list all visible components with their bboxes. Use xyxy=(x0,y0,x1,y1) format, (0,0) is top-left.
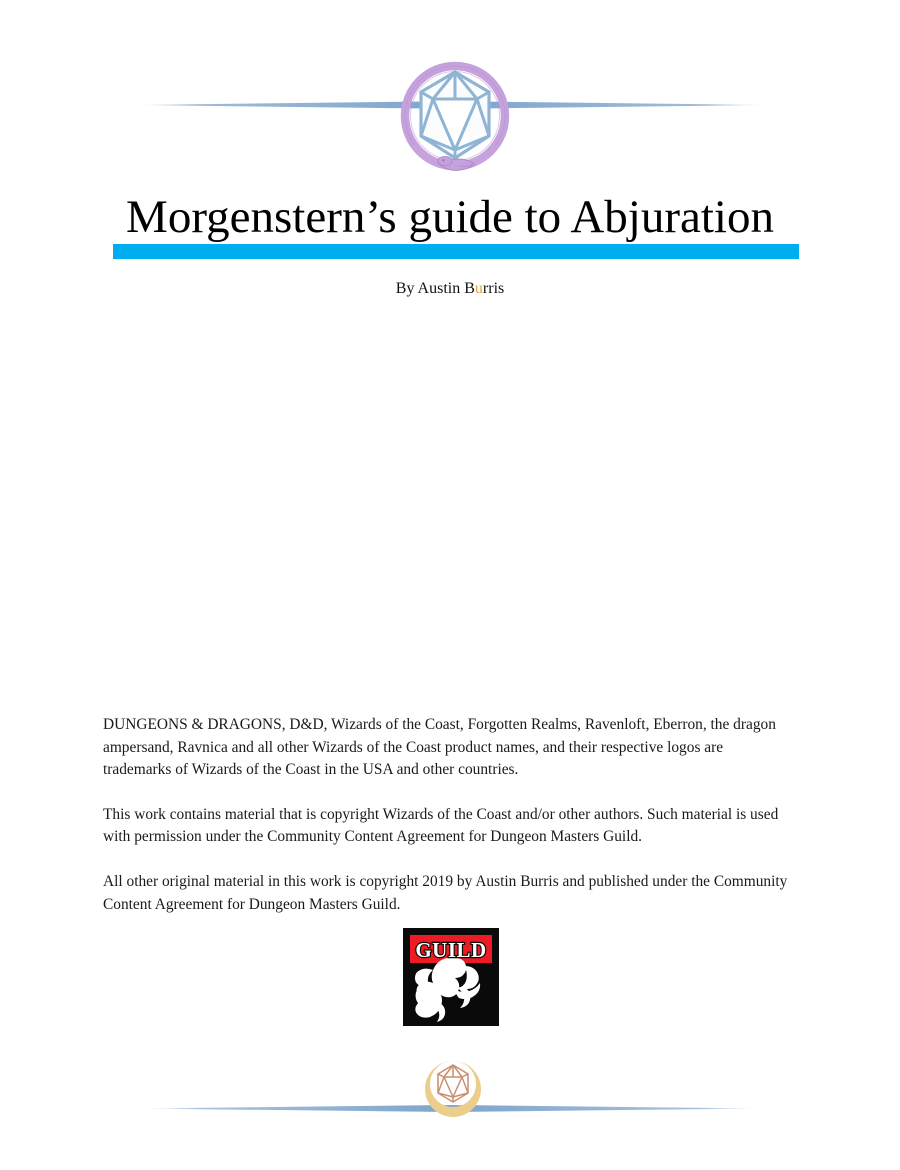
header-ornament xyxy=(0,22,900,182)
legal-paragraph-permission: This work contains material that is copyright Wizards of the Coast and/or other authors. Such material is used with permission under the Community Content Agreement for Dungeon Masters Guild. xyxy=(103,805,779,846)
title-accent-bar xyxy=(113,244,799,259)
legal-notice-block xyxy=(103,714,793,916)
ouroboros-d20-emblem-icon xyxy=(398,54,512,184)
legal-paragraph-trademarks: DUNGEONS & DRAGONS, D&D, Wizards of the Coast, Forgotten Realms, Ravenloft, Eberron, the dragon ampersand, Ravnica and all other Wizards of the Coast product names, and their respective logos are trademarks of Wizards of the Coast in the USA and other countries. xyxy=(103,716,776,779)
title-block xyxy=(0,190,900,244)
footer-ornament xyxy=(0,1048,900,1124)
byline xyxy=(0,278,900,300)
guild-logo-banner-text: GUILD xyxy=(415,938,487,962)
byline-accent-letter: u xyxy=(474,280,483,297)
page-title: Morgenstern’s guide to Abjuration xyxy=(126,191,774,243)
legal-paragraph-copyright: All other original material in this work is copyright 2019 by Austin Burris and published under the Community Content Agreement for Dungeon Masters Guild. xyxy=(103,872,788,913)
crescent-moon-d20-emblem-icon xyxy=(420,1054,486,1124)
byline-text: By Austin B xyxy=(395,280,475,297)
byline-text-suffix: rris xyxy=(482,280,505,297)
dms-guild-logo xyxy=(403,928,499,1026)
